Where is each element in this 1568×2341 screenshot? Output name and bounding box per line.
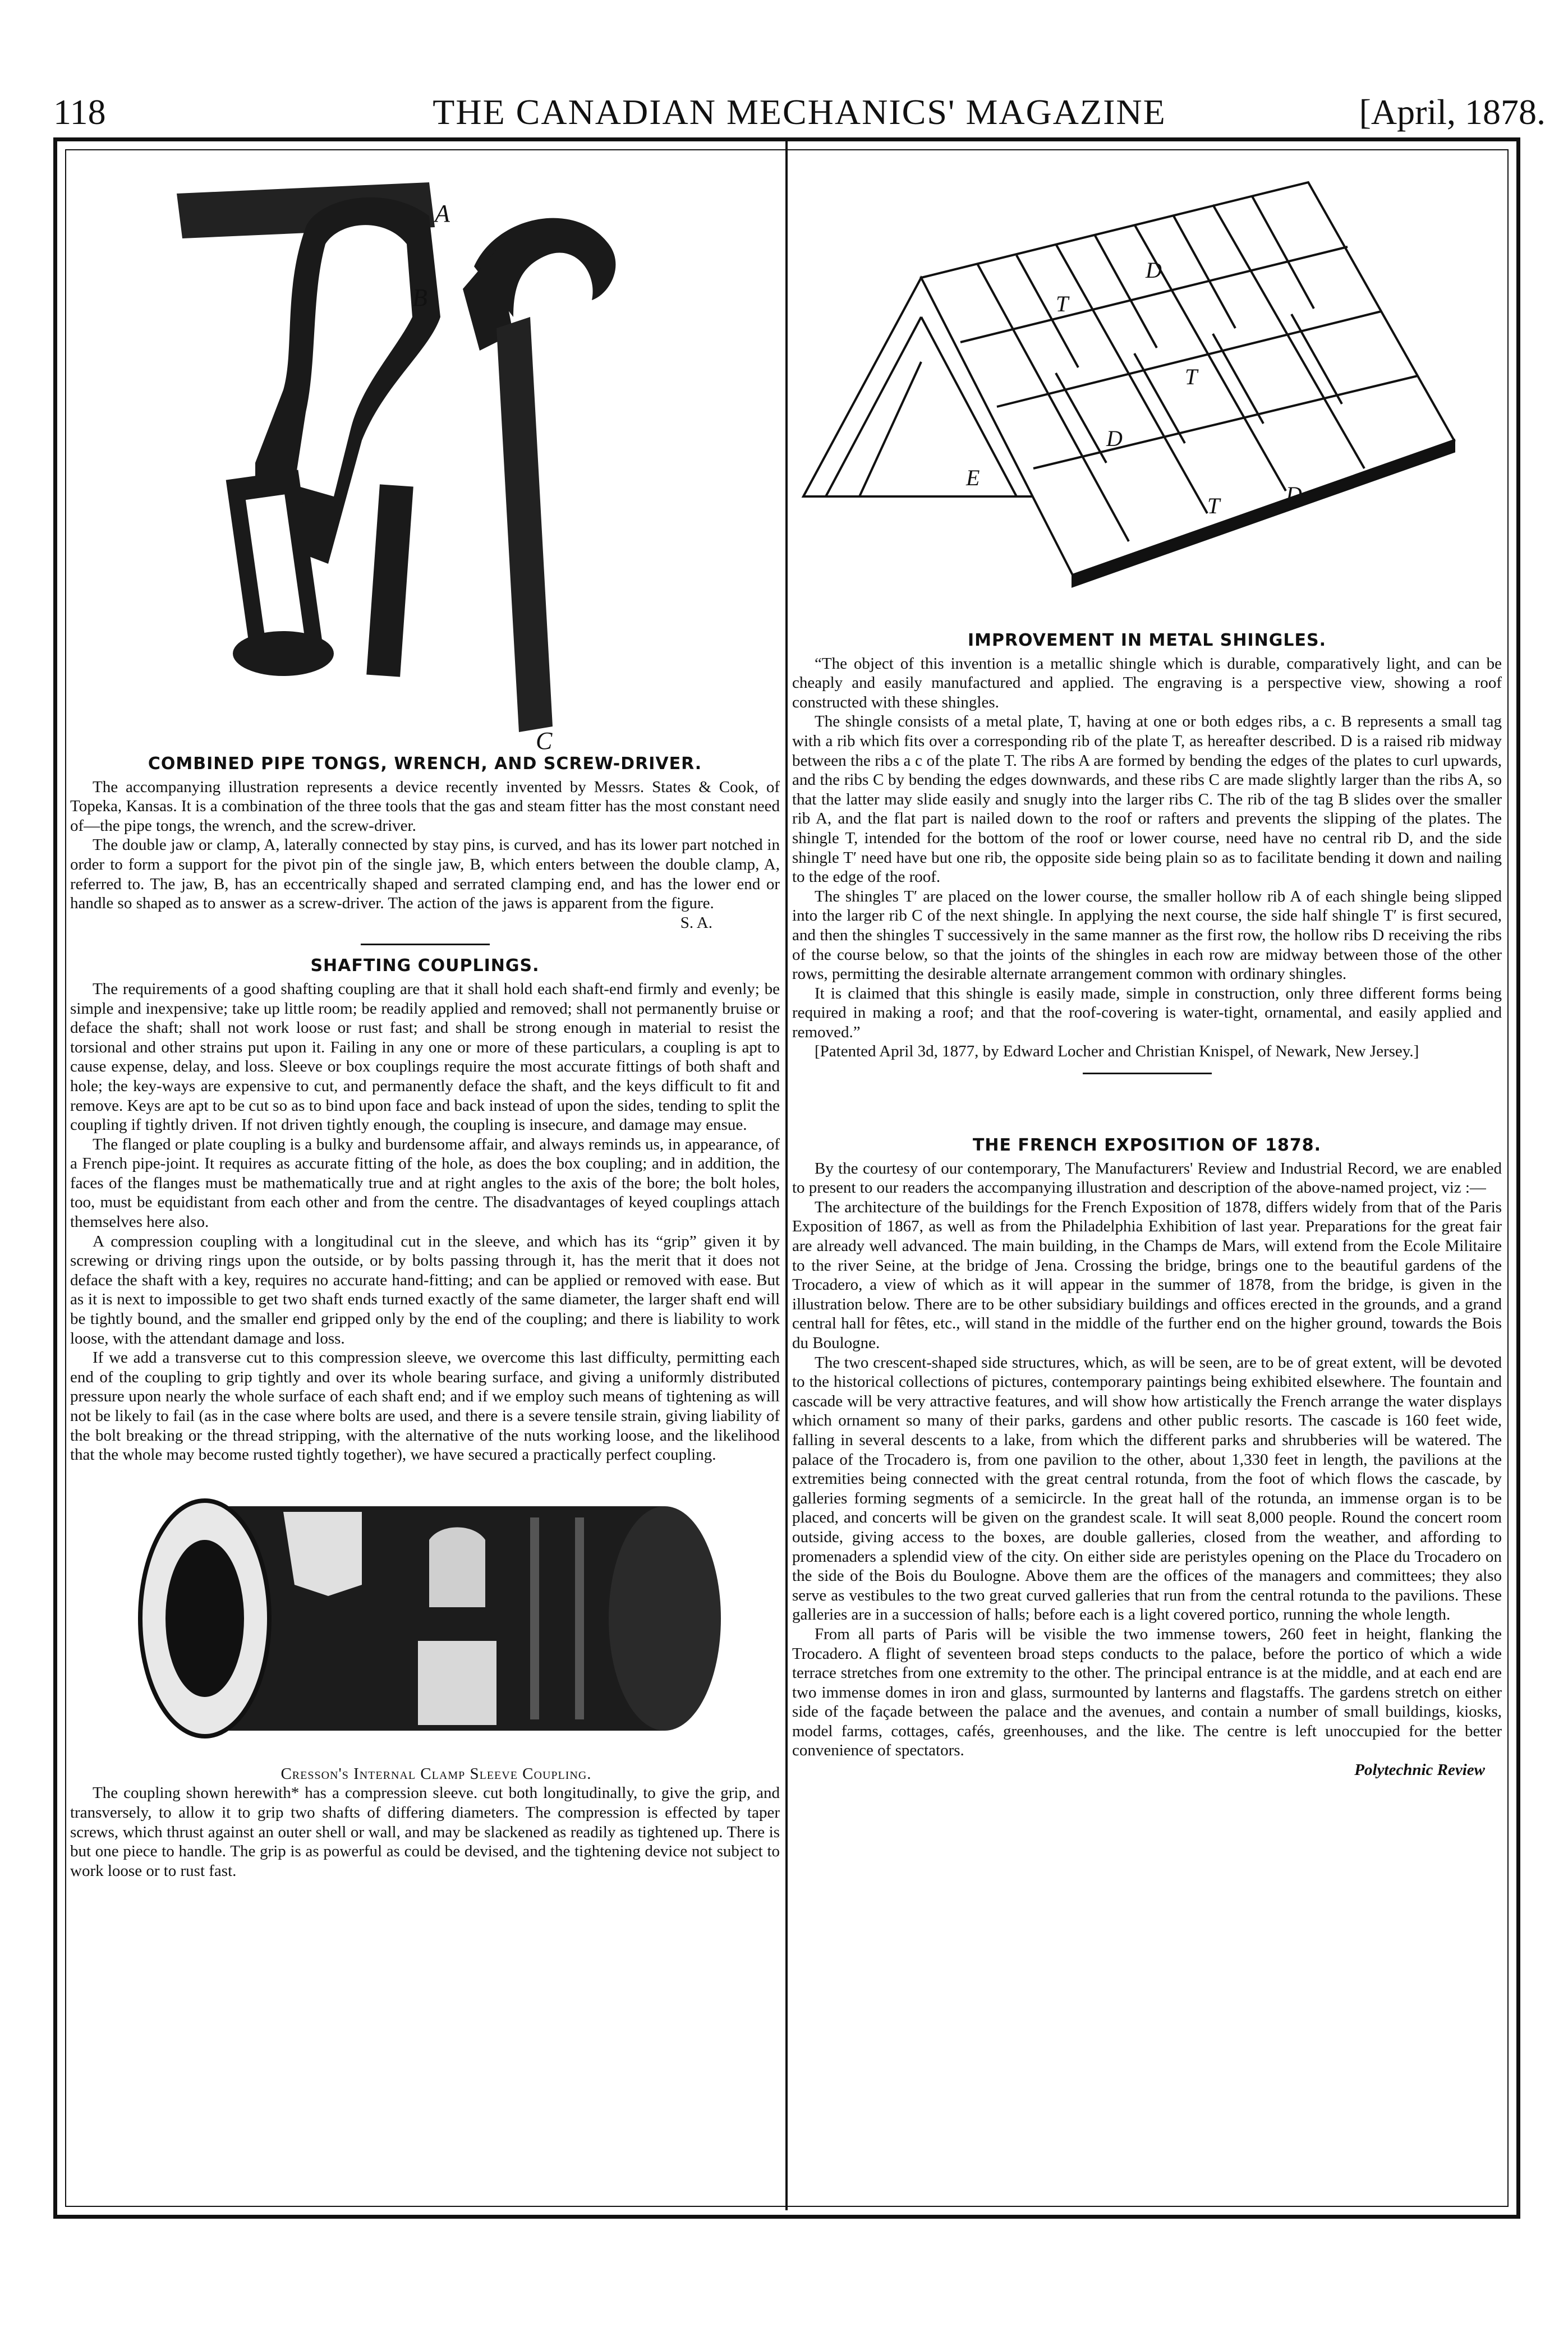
roof-shingle-illustration	[792, 149, 1502, 631]
shingle-label-d: D	[1146, 257, 1162, 283]
paragraph: By the courtesy of our contemporary, The Manufacturers' Review and Industrial Record, we are enabled to present to our readers the accompanying illustration and description of the above-named project, viz :—	[792, 1159, 1502, 1197]
paragraph: It is claimed that this shingle is easily made, simple in construction, only three different forms being required in making a roof; and that the roof-covering is water-tight, ornamental, and easily applied and removed.”	[792, 984, 1502, 1041]
shingle-label-d2: D	[1106, 426, 1123, 451]
section-rule	[361, 944, 490, 945]
shingle-label-t: T	[1056, 291, 1069, 316]
coupling-illustration	[70, 1473, 780, 1764]
paragraph: “The object of this invention is a metallic shingle which is durable, comparatively light, and can be cheaply and easily manufactured and applied. The engraving is a perspective view, showing a roof constructed with these shingles.	[792, 654, 1502, 711]
article-title-pipe-tongs: COMBINED PIPE TONGS, WRENCH, AND SCREW-DRIVER.	[148, 754, 702, 774]
wrench-label-c: C	[536, 727, 553, 755]
article-title-french-exposition: THE FRENCH EXPOSITION OF 1878.	[972, 1135, 1322, 1156]
wrench-label-b: B	[412, 284, 427, 311]
source-credit: Polytechnic Review	[1354, 1761, 1485, 1779]
figure-caption: Cresson's Internal Clamp Sleeve Coupling.	[281, 1764, 592, 1783]
paragraph: The shingles T′ are placed on the lower course, the smaller hollow rib A of each shingle being slipped into the larger rib C of the next shingle. In applying the next course, the side half shingle T′ is first secured, and then the shingles T successively in the same manner as the first row, the hollow ribs D receiving the ribs of the course below, so that the joints of the shingles in each row are midway between those of the other rows, permitting the desirable alternate arrangement common with ordinary shingles.	[792, 887, 1502, 983]
column-divider	[785, 140, 788, 2210]
shingle-label-e: E	[966, 465, 980, 490]
article-title-shafting-couplings: SHAFTING COUPLINGS.	[310, 956, 540, 976]
paragraph: The coupling shown herewith* has a compression sleeve. cut both longitudinally, to give the grip, and transversely, to allow it to grip two shafts of differing diameters. The compression is effected by taper screws, which thrust against an outer shell or wall, and may be slackened as readily as tightened up. There is but one piece to handle. The grip is as powerful as could be devised, and the tightening device not subject to work loose or to rust fast.	[70, 1784, 780, 1880]
signature: S. A.	[680, 913, 712, 932]
paragraph: From all parts of Paris will be visible the two immense towers, 260 feet in height, flanking the Trocadero. A flight of seventeen broad steps conducts to the palace, before the portico of which a wide terrace stretches from one extremity to the other. The principal entrance is at the middle, and at each end are two immense domes in iron and glass, surmounted by lanterns and flagstaffs. The gardens stretch on either side of the façade between the palace and the avenues, and contain a number of small buildings, kiosks, model farms, cottages, cafés, greenhouses, and the like. The centre is left unoccupied for the better convenience of spectators.	[792, 1625, 1502, 1760]
paragraph: The two crescent-shaped side structures, which, as will be seen, are to be of great extent, will be devoted to the historical collections of pictures, contemporary paintings being exhibited elsewhere. The fountain and cascade will be very attractive features, and will show how artistically the French arrange the water displays which ornament so many of their parks, gardens and other public resorts. The cascade is 160 feet wide, falling in several descents to a lake, from which the different parks and shrubberies will be watered. The palace of the Trocadero is, from one pavilion to the other, about 1,330 feet in length, the pavilions at the extremities being connected with the great central rotunda, from the foot of which flows the cascade, by galleries forming segments of a semicircle. In the great hall of the rotunda, an immense organ is to be placed, and concerts will be given on the grandest scale. It will seat 8,000 people. Round the concert room outside, giving access to the boxes, are double galleries, closed from the weather, and affording to promenaders a splendid view of the city. On either side are peristyles opening on the Place du Trocadero on the side of the Bois du Boulogne. Above them are the offices of the managers and committees; they also serve as vestibules to the two great curved galleries that run from the central rotunda to the pavilions. These galleries are in a succession of halls; before each is a light covered portico, running the whole length.	[792, 1353, 1502, 1624]
page-header	[53, 84, 1546, 140]
paragraph: The requirements of a good shafting coupling are that it shall hold each shaft-end firmly and evenly; be simple and inexpensive; take up little room; be readily applied and removed; shall not permanently bruise or deface the shaft; shall not work loose or rust fast; and shall be strong enough in material to resist the torsional and other strains put upon it. Failing in any one or more of these particulars, a coupling is apt to cause expense, delay, and loss. Sleeve or box couplings require the most accurate fittings of both shaft and hole; the key-ways are expensive to cut, and permanently deface the shaft, and the keys difficult to fit and remove. Keys are apt to be cut so as to bind upon face and back instead of upon the sides, tending to split the coupling if tightly driven. If not driven tightly enough, the coupling is insecure, and damage may ensue.	[70, 979, 780, 1134]
shingle-label-t3: T	[1207, 493, 1220, 518]
paragraph: A compression coupling with a longitudinal cut in the sleeve, and which has its “grip” given it by screwing or driving rings upon the outside, or by bolts passing through it, has the merit that it does not deface the shaft with a key, requires no accurate hand-fitting; and can be applied or removed with ease. But as it is next to impossible to get two shaft ends turned exactly of the same diameter, the larger shaft end will be tightly bound, and the smaller end gripped only by the end of the coupling; and there is liability to work loose, with the attendant damage and loss.	[70, 1232, 780, 1347]
page-number: 118	[53, 92, 106, 132]
paragraph: If we add a transverse cut to this compression sleeve, we overcome this last difficulty, permitting each end of the coupling to grip tightly and over its whole bearing surface, and giving a uniformly distributed pressure upon nearly the whole surface of each shaft end; and if we employ such means of tightening as will not be likely to fail (as in the case where bolts are used, and there is a severe tensile strain, giving liability of the bolt breaking or the thread stripping, with the alternative of the nuts working loose, and the likelihood that the whole may become rusted tightly together), we have secured a practically perfect coupling.	[70, 1349, 780, 1464]
wrench-label-a: A	[435, 200, 450, 227]
article-title-metal-shingles: IMPROVEMENT IN METAL SHINGLES.	[967, 631, 1327, 650]
paragraph: The accompanying illustration represents a device recently invented by Messrs. States & Cook, of Topeka, Kansas. It is a combination of the three tools that the gas and steam fitter has the most constant need of—the pipe tongs, the wrench, and the screw-driver.	[70, 778, 780, 835]
issue-date: [April, 1878.	[1359, 92, 1546, 132]
shingle-label-d3: D	[1286, 482, 1302, 507]
paragraph: The shingle consists of a metal plate, T, having at one or both edges ribs, a c. B represents a small tag with a rib which fits over a corresponding rib of the plate T, as hereafter described. D is a raised rib midway between the ribs a c of the plate T. The ribs A are formed by bending the edges of the plates to curl upwards, and the ribs C by bending the edges downwards, and these ribs C are made slightly larger than the ribs A, so that the latter may slide easily and snugly into the larger ribs C. The rib of the tag B slides over the smaller rib A, and the flat part is nailed down to the roof or rafters and prevents the slipping of the plates. The shingle T, intended for the bottom of the roof or lower course, need have no central rib D, and the side shingle T′ need have but one rib, the opposite side being plain so as to facilitate bending it down and nailing to the edge of the roof.	[792, 712, 1502, 886]
paragraph: The double jaw or clamp, A, laterally connected by stay pins, is curved, and has its lower part notched in order to form a support for the pivot pin of the single jaw, B, which enters between the double clamp, A, referred to. The jaw, B, has an eccentrically shaped and serrated clamping end, and has the lower end or handle so shaped as to answer as a screw-driver. The action of the jaws is apparent from the figure.	[70, 836, 780, 913]
paragraph: The flanged or plate coupling is a bulky and burdensome affair, and always reminds us, in appearance, of a French pipe-joint. It requires as accurate fitting of the hole, as does the box coupling; and in addition, the faces of the flanges must be mathematically true and at right angles to the axis of the bore; the bolt holes, too, must be equidistant from each other and from the centre. The disadvantages of keyed couplings attach themselves here also.	[70, 1135, 780, 1231]
section-rule	[1083, 1073, 1212, 1074]
paragraph: The architecture of the buildings for the French Exposition of 1878, differs widely from that of the Paris Exposition of 1867, as well as from the Philadelphia Exhibition of last year. Preparations for the great fair are already well advanced. The main building, in the Champs de Mars, will extend from the Ecole Militaire to the river Seine, at the bridge of Jena. Crossing the bridge, brings one to the beautiful gardens of the Trocadero, a view of which as it will appear in the summer of 1878, from the bridge, is given in the illustration below. There are to be other subsidiary buildings and offices erected in the grounds, and a grand central hall for fêtes, etc., will stand in the middle of the further end on the higher ground, towards the Bois du Boulogne.	[792, 1198, 1502, 1352]
left-column	[70, 149, 780, 1880]
shingle-label-t2: T	[1185, 364, 1198, 389]
magazine-title: THE CANADIAN MECHANICS' MAGAZINE	[433, 92, 1166, 132]
paragraph: [Patented April 3d, 1877, by Edward Locher and Christian Knispel, of Newark, New Jersey.]	[815, 1042, 1419, 1061]
right-column	[792, 149, 1502, 1780]
wrench-illustration	[70, 149, 780, 755]
